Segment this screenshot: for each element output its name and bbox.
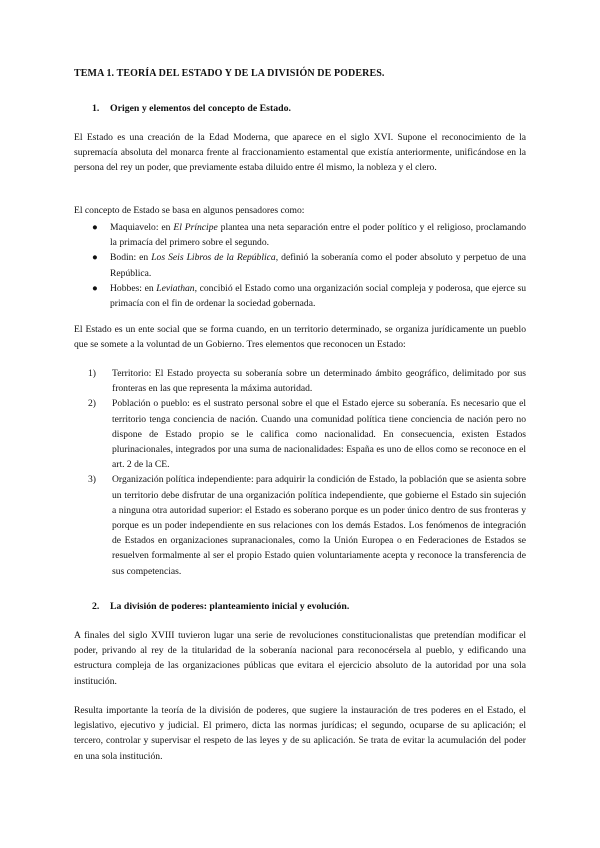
bullet-text: , definió la soberanía como el poder absoluto y perpetuo de una República.	[110, 252, 527, 279]
item-text: Territorio: El Estado proyecta su soberanía sobre un determinado ámbito geográfico, delimitado por sus fronteras en las que representa la máxima autoridad.	[112, 368, 526, 395]
book-title: Leviathan	[156, 282, 195, 294]
bullet-text: plantea una neta separación entre el poder político y el religioso, proclamando la primacía del primero sobre el segundo.	[110, 222, 526, 249]
list-item	[88, 396, 526, 472]
book-title: El Príncipe	[173, 222, 218, 233]
bullet-text: Maquiavelo: en	[110, 222, 174, 233]
book-title: Los Seis Libros de la República	[151, 252, 276, 264]
list-item	[88, 366, 526, 396]
paragraph-4: A finales del siglo XVIII tuvieron lugar una serie de revoluciones constitucionalistas que pretendían modificar el poder, privando al rey de la titularidad de la soberanía nacional para reconocérsela al pueblo, y edificando una estructura compleja de las organizaciones públicas que evitara el ejercicio absoluto de la autoridad por una sola institución.	[74, 630, 526, 687]
paragraph-5: Resulta importante la teoría de la división de poderes, que sugiere la instauración de tres poderes en el Estado, el legislativo, ejecutivo y judicial. El primero, dicta las normas jurídicas; el segundo, ocuparse de su aplicación; el tercero, controlar y supervisar el respeto de las leyes y de su aplicación. Se trata de evitar la acumulación del poder en una sola institución.	[74, 705, 526, 762]
list-item	[92, 250, 526, 280]
paragraph-1: El Estado es una creación de la Edad Moderna, que aparece en el siglo XVI. Supone el reconocimiento de la supremacía absoluta del monarca frente al fraccionamiento estamental que existía anteriormente, unificándose en la persona del rey un poder, que previamente estaba diluido entre él mismo, la nobleza y el clero.	[74, 132, 526, 174]
bullet-text: Hobbes: en	[110, 282, 157, 294]
paragraph-2: El concepto de Estado se basa en algunos pensadores como:	[74, 205, 305, 216]
item-number: 2)	[88, 398, 96, 410]
bullet-text: , concibió el Estado como una organización social compleja y poderosa, que ejerce su primacía con el fin de ordenar la sociedad gobernada.	[110, 282, 527, 310]
section-2-title: La división de poderes: planteamiento inicial y evolución.	[110, 601, 350, 612]
bullet-icon: ●	[92, 282, 98, 294]
item-text: Población o pueblo: es el sustrato personal sobre el que el Estado ejerce su soberanía. Es necesario que el territorio tenga conciencia de nación. Cuando una comunidad política tiene conciencia de nación pero no dispone de Estado propio se le califica como nacionalidad. En consecuencia, existen Estados plurinacionales, integrados por una suma de nacionalidades: España es uno de ellos como se reconoce en el art. 2 de la CE.	[112, 398, 526, 471]
bullet-icon: ●	[92, 252, 98, 264]
list-item	[92, 220, 526, 250]
document-title: TEMA 1. TEORÍA DEL ESTADO Y DE LA DIVISIÓN DE PODERES.	[74, 68, 385, 79]
section-1-title: Origen y elementos del concepto de Estado.	[110, 103, 291, 114]
item-number: 3)	[88, 474, 96, 486]
section-2-number: 2.	[92, 601, 100, 612]
item-number: 1)	[88, 368, 96, 379]
state-elements-list	[88, 366, 526, 579]
bullet-text: Bodin: en	[110, 252, 152, 264]
paragraph-3: El Estado es un ente social que se forma cuando, en un territorio determinado, se organiza jurídicamente un pueblo que se somete a la voluntad de un Gobierno. Tres elementos que reconocen un Estado:	[74, 324, 526, 351]
item-text: Organización política independiente: para adquirir la condición de Estado, la población que se asienta sobre un territorio debe disfrutar de una organización política independiente, que gobierne el Estado sin sujeción a ninguna otra autoridad superior: el Estado es soberano porque es un poder único dentro de sus fronteras y porque es un poder independiente en sus relaciones con los demás Estados. Los fenómenos de integración de Estados en organizaciones supranacionales, como la Unión Europea o en Federaciones de Estados se resuelven formalmente al ser el propio Estado quien voluntariamente acepta y reconoce la transferencia de sus competencias.	[112, 474, 526, 577]
bullet-icon: ●	[92, 222, 98, 233]
thinkers-list	[92, 220, 526, 311]
list-item	[92, 281, 526, 311]
section-1-number: 1.	[92, 103, 100, 114]
list-item	[88, 472, 526, 578]
